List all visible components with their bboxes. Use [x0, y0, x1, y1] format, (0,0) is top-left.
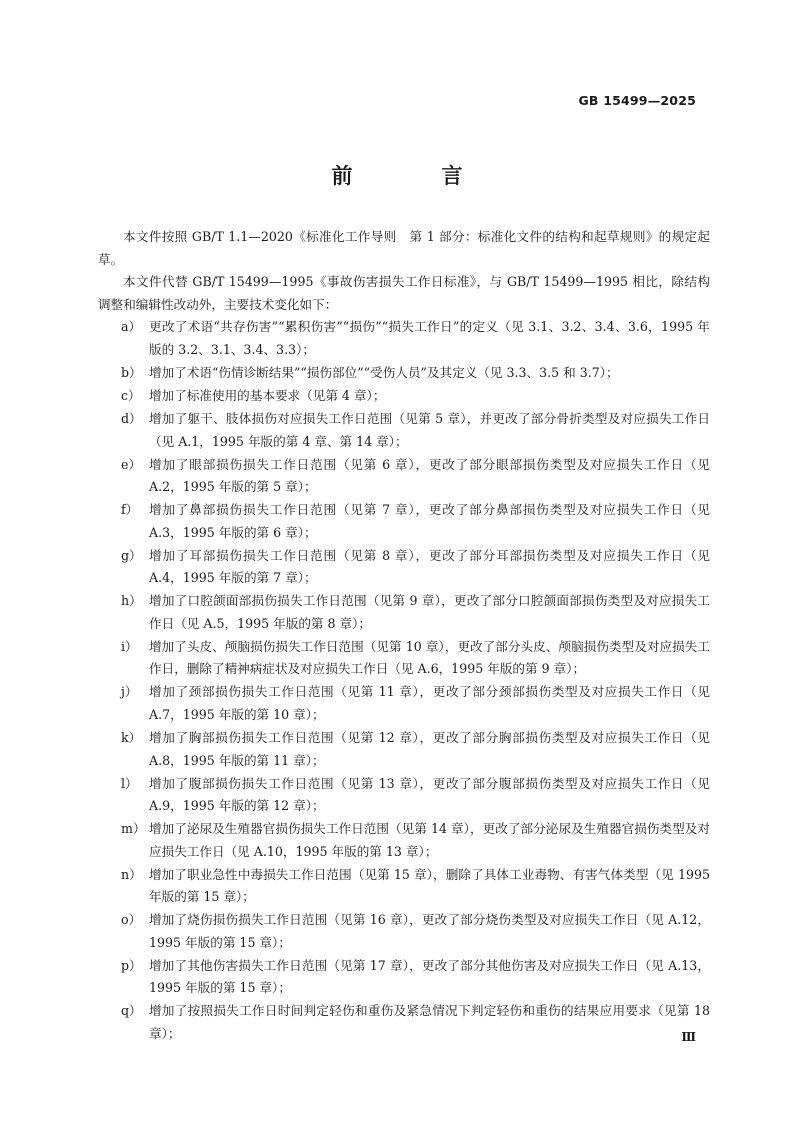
list-item — [98, 818, 710, 863]
list-item-letter: o） — [121, 912, 142, 928]
list-item — [98, 590, 710, 635]
list-item — [98, 385, 710, 408]
list-item-text: 增加了腹部损伤损失工作日范围（见第 13 章），更改了部分腹部损伤类型及对应损失工作日（见 A.9，1995 年版的第 12 章）； — [149, 775, 710, 814]
paragraph-drafting-rules: 本文件按照 GB/T 1.1—2020《标准化工作导则 第 1 部分：标准化文件的结构和起草规则》的规定起草。 — [98, 229, 710, 267]
technical-changes-list — [98, 316, 710, 1045]
list-item — [98, 545, 710, 590]
list-item — [98, 362, 710, 385]
list-item-letter: e） — [121, 456, 142, 472]
document-body — [98, 226, 710, 1046]
list-item-letter: c） — [121, 387, 141, 403]
list-item-letter: n） — [121, 866, 142, 882]
list-item-letter: k） — [121, 729, 142, 745]
list-item — [98, 681, 710, 726]
list-item — [98, 909, 710, 954]
list-item — [98, 727, 710, 772]
list-item-text: 增加了术语“伤情诊断结果”“损伤部位”“受伤人员”及其定义（见 3.3、3.5 和 3.7）； — [149, 364, 619, 380]
list-item — [98, 1000, 710, 1045]
list-item — [98, 864, 710, 909]
list-item-letter: j） — [121, 684, 138, 700]
list-item-letter: f） — [121, 502, 139, 518]
list-item — [98, 316, 710, 361]
list-item-letter: h） — [121, 593, 142, 609]
list-item-text: 增加了泌尿及生殖器官损伤损失工作日范围（见第 14 章），更改了部分泌尿及生殖器官损伤类型及对应损失工作日（见 A.10，1995 年版的第 13 章）； — [149, 821, 710, 859]
list-item-text: 增加了躯干、肢体损伤对应损失工作日范围（见第 5 章），并更改了部分骨折类型及对应损失工作日（见 A.1，1995 年版的第 4 章、第 14 章）； — [149, 410, 710, 449]
list-item — [98, 454, 710, 499]
list-item-text: 增加了头皮、颅脑损伤损失工作日范围（见第 10 章），更改了部分头皮、颅脑损伤类型及对应损失工作日，删除了精神病症状及对应损失工作日（见 A.6，1995 年版的第 9 章）； — [149, 638, 710, 677]
list-item-text: 增加了标准使用的基本要求（见第 4 章）； — [149, 387, 386, 403]
list-item-letter: g） — [121, 547, 142, 563]
list-item-text: 增加了耳部损伤损失工作日范围（见第 8 章），更改了部分耳部损伤类型及对应损失工作日（见 A.4，1995 年版的第 7 章）； — [149, 547, 710, 586]
paragraph-replacement: 本文件代替 GB/T 15499—1995《事故伤害损失工作日标准》，与 GB/T 15499—1995 相比，除结构调整和编辑性改动外，主要技术变化如下： — [98, 274, 710, 312]
list-item — [98, 636, 710, 681]
list-item-text: 增加了其他伤害损失工作日范围（见第 17 章），更改了部分其他伤害及对应损失工作日（见 A.13，1995 年版的第 15 章）； — [149, 957, 710, 996]
list-item-text: 增加了烧伤损伤损失工作日范围（见第 16 章），更改了部分烧伤类型及对应损失工作日（见 A.12，1995 年版的第 15 章）； — [149, 912, 710, 950]
list-item-text: 更改了术语“共存伤害”“累积伤害”“损伤”“损失工作日”的定义（见 3.1、3.2、3.4、3.6，1995 年版的 3.2、3.1、3.4、3.3）； — [149, 319, 710, 357]
list-item-letter: d） — [121, 410, 142, 426]
list-item-letter: i） — [121, 638, 138, 654]
list-item-text: 增加了颈部损伤损失工作日范围（见第 11 章），更改了部分颈部损伤类型及对应损失工作日（见 A.7，1995 年版的第 10 章）； — [149, 684, 710, 722]
list-item-text: 增加了胸部损伤损失工作日范围（见第 12 章），更改了部分胸部损伤类型及对应损失工作日（见 A.8，1995 年版的第 11 章）； — [149, 729, 710, 768]
list-item-text: 增加了口腔颌面部损伤损失工作日范围（见第 9 章），更改了部分口腔颌面部损伤类型及对应损失工作日（见 A.5，1995 年版的第 8 章）； — [149, 593, 710, 631]
list-item — [98, 773, 710, 818]
list-item-text: 增加了按照损失工作日时间判定轻伤和重伤及紧急情况下判定轻伤和重伤的结果应用要求（见第 18 章）； — [149, 1003, 710, 1042]
list-item-letter: m） — [121, 821, 146, 837]
list-item — [98, 499, 710, 544]
page-title: 前 言 — [331, 164, 497, 188]
list-item — [98, 408, 710, 453]
list-item-text: 增加了职业急性中毒损失工作日范围（见第 15 章），删除了具体工业毒物、有害气体类型（见 1995 年版的第 15 章）； — [149, 866, 710, 905]
list-item-letter: q） — [121, 1003, 142, 1019]
page-number: Ⅲ — [681, 1030, 696, 1044]
list-item-letter: a） — [121, 319, 142, 335]
standard-code: GB 15499—2025 — [578, 93, 696, 108]
list-item — [98, 955, 710, 1000]
list-item-letter: l） — [121, 775, 138, 791]
list-item-text: 增加了眼部损伤损失工作日范围（见第 6 章），更改了部分眼部损伤类型及对应损失工作日（见 A.2，1995 年版的第 5 章）； — [149, 456, 710, 495]
list-item-letter: b） — [121, 364, 142, 380]
list-item-letter: p） — [121, 957, 142, 973]
list-item-text: 增加了鼻部损伤损失工作日范围（见第 7 章），更改了部分鼻部损伤类型及对应损失工作日（见 A.3，1995 年版的第 6 章）； — [149, 502, 710, 540]
